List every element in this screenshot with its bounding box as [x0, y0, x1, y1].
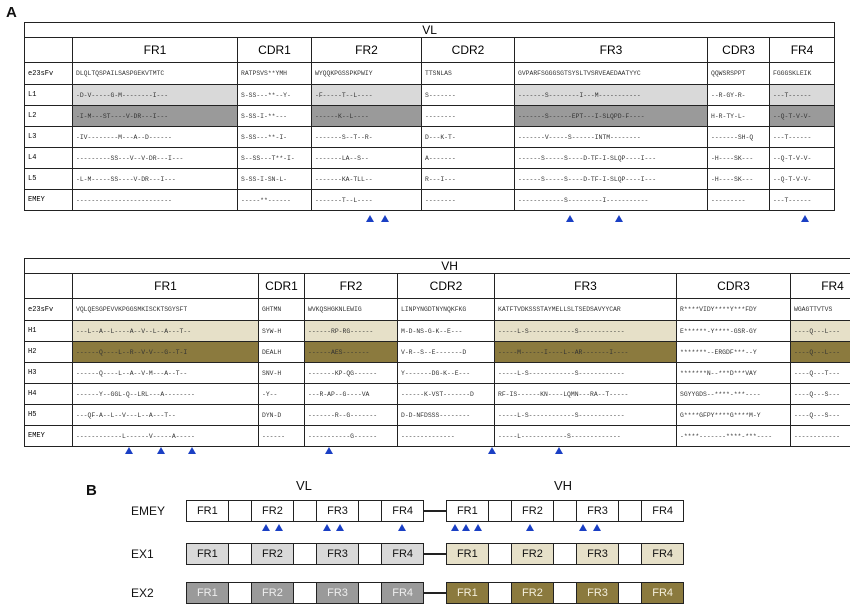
vl-mutation-arrow: [366, 215, 374, 222]
vh-seq-cell: ------------L------V-----A-----: [73, 426, 259, 447]
vl-seq-cell: S-SS---**--Y-: [238, 85, 312, 106]
construct-label: EX1: [131, 547, 154, 561]
vl-row-label: L5: [25, 169, 73, 190]
vl-seq-cell: RATPSVS**YMH: [238, 63, 312, 85]
vl-seq-cell: A-------: [422, 148, 515, 169]
framework-cell: FR4: [642, 544, 683, 564]
vl-row-label: EMEY: [25, 190, 73, 211]
vl-seq-cell: -------------------------: [73, 190, 238, 211]
vh-seq-cell: Y-------DG-K--E---: [398, 363, 495, 384]
vh-seq-cell: DYN-D: [259, 405, 305, 426]
vl-seq-cell: -I-M---ST----V-DR---I---: [73, 106, 238, 127]
vh-seq-cell: *******--ERGDF***--Y: [677, 342, 791, 363]
emey-mutation-arrow: [262, 524, 270, 531]
emey-mutation-arrow: [451, 524, 459, 531]
emey-mutation-arrow: [275, 524, 283, 531]
vl-seq-cell: S-SS-I-**---: [238, 106, 312, 127]
vh-seq-cell: -------R--G-------: [305, 405, 398, 426]
vl-row-label: e23sFv: [25, 63, 73, 85]
vl-seq-cell: -------T--L----: [312, 190, 422, 211]
vl-row-label: L4: [25, 148, 73, 169]
vh-seq-cell: --------------: [398, 426, 495, 447]
framework-cell: FR3: [577, 544, 619, 564]
vh-header-fr2: FR2: [305, 274, 398, 299]
construct-bar-ex2-vh: [446, 582, 684, 604]
vh-seq-cell: DEALH: [259, 342, 305, 363]
vl-seq-cell: -------S--T--R-: [312, 127, 422, 148]
vl-seq-cell: -D-V-----G-M--------I---: [73, 85, 238, 106]
construct-bar-emey-vl: [186, 500, 424, 522]
vh-seq-cell: -----L-S------------S------------: [495, 363, 677, 384]
vh-seq-cell: ---QF-A--L--V---L--A---T--: [73, 405, 259, 426]
panel-b-label: B: [86, 482, 97, 499]
cdr-gap: [489, 583, 512, 603]
vl-row-label: L2: [25, 106, 73, 127]
linker-line: [424, 553, 446, 555]
vl-title: VL: [25, 23, 835, 38]
vh-seq-cell: V-R--S--E-------D: [398, 342, 495, 363]
vl-row-label: L3: [25, 127, 73, 148]
framework-cell: FR3: [577, 501, 619, 521]
emey-mutation-arrow: [474, 524, 482, 531]
vh-seq-cell: -****-------****-***----: [677, 426, 791, 447]
vl-seq-cell: -------S--------I---M-----------: [515, 85, 708, 106]
construct-bar-ex1-vl: [186, 543, 424, 565]
vl-seq-cell: -------KA-TLL--: [312, 169, 422, 190]
vh-seq-cell: -Y--: [259, 384, 305, 405]
vh-seq-cell: ------RP-RG------: [305, 321, 398, 342]
construct-label: EX2: [131, 586, 154, 600]
vh-row-label: EMEY: [25, 426, 73, 447]
vh-seq-cell: ----Q---S---: [791, 405, 850, 426]
vh-seq-cell: ------------: [791, 426, 850, 447]
emey-mutation-arrow: [336, 524, 344, 531]
panel-a-label: A: [6, 4, 17, 21]
vh-seq-cell: ------Y--GGL-Q--LRL---A--------: [73, 384, 259, 405]
vh-seq-cell: M-D-NS-G-K--E---: [398, 321, 495, 342]
vh-seq-cell: VQLQESGPEVVKPGGSMKISCKTSGYSFT: [73, 299, 259, 321]
vl-seq-cell: --Q-T-V-V-: [770, 148, 835, 169]
cdr-gap: [229, 583, 252, 603]
vl-mutation-arrow: [381, 215, 389, 222]
framework-cell: FR4: [642, 583, 683, 603]
vh-mutation-arrow: [125, 447, 133, 454]
framework-cell: FR2: [252, 501, 294, 521]
vl-seq-cell: ---T------: [770, 190, 835, 211]
framework-cell: FR1: [447, 501, 489, 521]
vh-seq-cell: ----Q---S---: [791, 384, 850, 405]
vh-header-cdr3: CDR3: [677, 274, 791, 299]
vl-header-fr1: FR1: [73, 38, 238, 63]
vh-header-fr3: FR3: [495, 274, 677, 299]
vh-seq-cell: ------K-VST-------D: [398, 384, 495, 405]
framework-cell: FR3: [317, 501, 359, 521]
vh-seq-cell: ------Q----L--A--V-M---A--T--: [73, 363, 259, 384]
vl-seq-cell: H-R-TY-L-: [708, 106, 770, 127]
vl-seq-cell: -IV--------M---A--D------: [73, 127, 238, 148]
cdr-gap: [554, 544, 577, 564]
framework-cell: FR3: [577, 583, 619, 603]
cdr-gap: [229, 544, 252, 564]
vl-seq-cell: TTSNLAS: [422, 63, 515, 85]
framework-cell: FR4: [382, 544, 423, 564]
vh-seq-cell: RF-IS------KN----LQMN---RA--T-----: [495, 384, 677, 405]
cdr-gap: [294, 583, 317, 603]
vl-seq-cell: --Q-T-V-V-: [770, 106, 835, 127]
framework-cell: FR1: [447, 583, 489, 603]
vl-seq-cell: S-SS-I-SN-L-: [238, 169, 312, 190]
construct-bar-ex1-vh: [446, 543, 684, 565]
vh-seq-cell: *******N--***D***VAY: [677, 363, 791, 384]
emey-mutation-arrow: [579, 524, 587, 531]
vl-seq-cell: ---T------: [770, 85, 835, 106]
vl-seq-cell: S--SS---T**-I-: [238, 148, 312, 169]
vh-mutation-arrow: [157, 447, 165, 454]
vl-seq-cell: R---I---: [422, 169, 515, 190]
framework-cell: FR2: [252, 583, 294, 603]
vh-mutation-arrow: [325, 447, 333, 454]
vh-row-label: H4: [25, 384, 73, 405]
vh-seq-cell: LINPYNGDTNYNQKFKG: [398, 299, 495, 321]
vl-row-label: L1: [25, 85, 73, 106]
vl-seq-cell: -------S------EPT---I-SLQPD-F----: [515, 106, 708, 127]
vh-header-cdr1: CDR1: [259, 274, 305, 299]
vl-seq-cell: GVPARFSGGGSGTSYSLTVSRVEAEDAATYYC: [515, 63, 708, 85]
framework-cell: FR1: [447, 544, 489, 564]
vl-seq-cell: QQWSRSPPT: [708, 63, 770, 85]
vl-seq-cell: -------SH-Q: [708, 127, 770, 148]
vl-seq-cell: -------V-----S------INTM--------: [515, 127, 708, 148]
vh-header-cdr2: CDR2: [398, 274, 495, 299]
cdr-gap: [554, 583, 577, 603]
vl-header-fr2: FR2: [312, 38, 422, 63]
vl-header-cdr2: CDR2: [422, 38, 515, 63]
vl-seq-cell: DLQLTQSPAILSASPGEKVTMTC: [73, 63, 238, 85]
vl-seq-cell: -F-----T--L----: [312, 85, 422, 106]
framework-cell: FR4: [382, 583, 423, 603]
emey-mutation-arrow: [526, 524, 534, 531]
vh-mutation-arrow: [555, 447, 563, 454]
panel-b-vh-title: VH: [554, 478, 573, 493]
vh-header-fr4: FR4: [791, 274, 850, 299]
vl-header-fr4: FR4: [770, 38, 835, 63]
construct-bar-emey-vh: [446, 500, 684, 522]
vl-seq-cell: -----**------: [238, 190, 312, 211]
vh-seq-cell: ------: [259, 426, 305, 447]
vh-seq-cell: SYW-H: [259, 321, 305, 342]
vl-seq-cell: ------S-----S----D-TF-I-SLQP----I---: [515, 169, 708, 190]
vl-seq-cell: ------S-----S----D-TF-I-SLQP----I---: [515, 148, 708, 169]
emey-mutation-arrow: [323, 524, 331, 531]
vh-row-label: H5: [25, 405, 73, 426]
vl-seq-cell: ------------S---------I-----------: [515, 190, 708, 211]
framework-cell: FR2: [512, 501, 554, 521]
vh-seq-cell: SGYYGDS--****-***----: [677, 384, 791, 405]
vh-seq-cell: ----Q---L---: [791, 321, 850, 342]
vl-seq-cell: -H----SK---: [708, 148, 770, 169]
vh-row-label: H1: [25, 321, 73, 342]
panel-b-vl-title: VL: [296, 478, 312, 493]
vh-seq-cell: -----M------I----L--AR-------I----: [495, 342, 677, 363]
vl-seq-cell: -------LA--S--: [312, 148, 422, 169]
vh-mutation-arrow: [188, 447, 196, 454]
framework-cell: FR4: [392, 505, 414, 517]
vh-header-fr1: FR1: [73, 274, 259, 299]
vl-header-cdr3: CDR3: [708, 38, 770, 63]
vh-row-label: H2: [25, 342, 73, 363]
construct-label: EMEY: [131, 504, 166, 518]
vh-seq-cell: ------Q----L--R--V-V---G--T-I: [73, 342, 259, 363]
construct-bar-ex2-vl: [186, 582, 424, 604]
vl-seq-cell: --Q-T-V-V-: [770, 169, 835, 190]
vh-seq-cell: GHTMN: [259, 299, 305, 321]
framework-cell: FR1: [187, 501, 229, 521]
vh-seq-cell: -------KP-QG------: [305, 363, 398, 384]
vh-seq-cell: G****GFPY****G****M-Y: [677, 405, 791, 426]
cdr-gap: [294, 501, 317, 521]
framework-cell: FR1: [187, 544, 229, 564]
vl-seq-cell: ---------SS---V--V-DR---I---: [73, 148, 238, 169]
cdr-gap: [294, 544, 317, 564]
emey-mutation-arrow: [462, 524, 470, 531]
cdr-gap: [229, 501, 252, 521]
vh-title: VH: [25, 259, 850, 274]
vl-seq-cell: FGGGSKLEIK: [770, 63, 835, 85]
vh-alignment-table: [24, 258, 850, 447]
vh-seq-cell: -----L------------S-------------: [495, 426, 677, 447]
cdr-gap: [359, 583, 382, 603]
vh-seq-cell: -----L-S------------S------------: [495, 321, 677, 342]
framework-cell: FR2: [512, 544, 554, 564]
vh-seq-cell: E******-Y****-GSR-GY: [677, 321, 791, 342]
vh-row-label: e23sFv: [25, 299, 73, 321]
cdr-gap: [619, 583, 642, 603]
vl-alignment-table: [24, 22, 835, 211]
emey-mutation-arrow: [398, 524, 406, 531]
vl-seq-cell: S-------: [422, 85, 515, 106]
cdr-gap: [619, 544, 642, 564]
vh-seq-cell: D-D-NFDSSS--------: [398, 405, 495, 426]
vl-seq-cell: --R-GY-R-: [708, 85, 770, 106]
cdr-gap: [359, 501, 382, 521]
vh-seq-cell: ------AES-------: [305, 342, 398, 363]
vh-seq-cell: -----------G------: [305, 426, 398, 447]
vl-seq-cell: --------: [422, 190, 515, 211]
vl-seq-cell: S-SS---**-I-: [238, 127, 312, 148]
vl-mutation-arrow: [615, 215, 623, 222]
vh-seq-cell: ---L--A--L----A--V--L--A---T--: [73, 321, 259, 342]
framework-cell: FR3: [317, 583, 359, 603]
vh-seq-cell: KATFTVDKSSSTAYMELLSLTSEDSAVYYCAR: [495, 299, 677, 321]
vl-seq-cell: -H----SK---: [708, 169, 770, 190]
vl-seq-cell: D---K-T-: [422, 127, 515, 148]
framework-cell: FR2: [512, 583, 554, 603]
vl-header-fr3: FR3: [515, 38, 708, 63]
vh-mutation-arrow: [488, 447, 496, 454]
vl-seq-cell: WYQQKPGSSPKPWIY: [312, 63, 422, 85]
linker-line: [424, 592, 446, 594]
framework-cell: FR1: [187, 583, 229, 603]
vl-mutation-arrow: [566, 215, 574, 222]
vl-seq-cell: --------: [422, 106, 515, 127]
vl-seq-cell: -L-M-----SS----V-DR---I---: [73, 169, 238, 190]
framework-cell: FR4: [652, 505, 674, 517]
cdr-gap: [489, 544, 512, 564]
vl-mutation-arrow: [801, 215, 809, 222]
vh-seq-cell: ----Q---T---: [791, 363, 850, 384]
framework-cell: FR3: [317, 544, 359, 564]
framework-cell: FR2: [252, 544, 294, 564]
linker-line: [424, 510, 446, 512]
vh-seq-cell: ---R-AP--G----VA: [305, 384, 398, 405]
cdr-gap: [359, 544, 382, 564]
vh-seq-cell: R****VIDY****Y***FDY: [677, 299, 791, 321]
cdr-gap: [619, 501, 642, 521]
vl-seq-cell: ------K--L----: [312, 106, 422, 127]
cdr-gap: [489, 501, 512, 521]
vh-row-label: H3: [25, 363, 73, 384]
vl-header-cdr1: CDR1: [238, 38, 312, 63]
vl-seq-cell: ---T------: [770, 127, 835, 148]
vh-seq-cell: -----L-S------------S------------: [495, 405, 677, 426]
vh-seq-cell: ----Q---L---: [791, 342, 850, 363]
vh-seq-cell: WVKQSHGKNLEWIG: [305, 299, 398, 321]
emey-mutation-arrow: [593, 524, 601, 531]
vh-seq-cell: SNV-H: [259, 363, 305, 384]
vh-seq-cell: WGAGTTVTVS: [791, 299, 850, 321]
cdr-gap: [554, 501, 577, 521]
vl-seq-cell: ---------: [708, 190, 770, 211]
